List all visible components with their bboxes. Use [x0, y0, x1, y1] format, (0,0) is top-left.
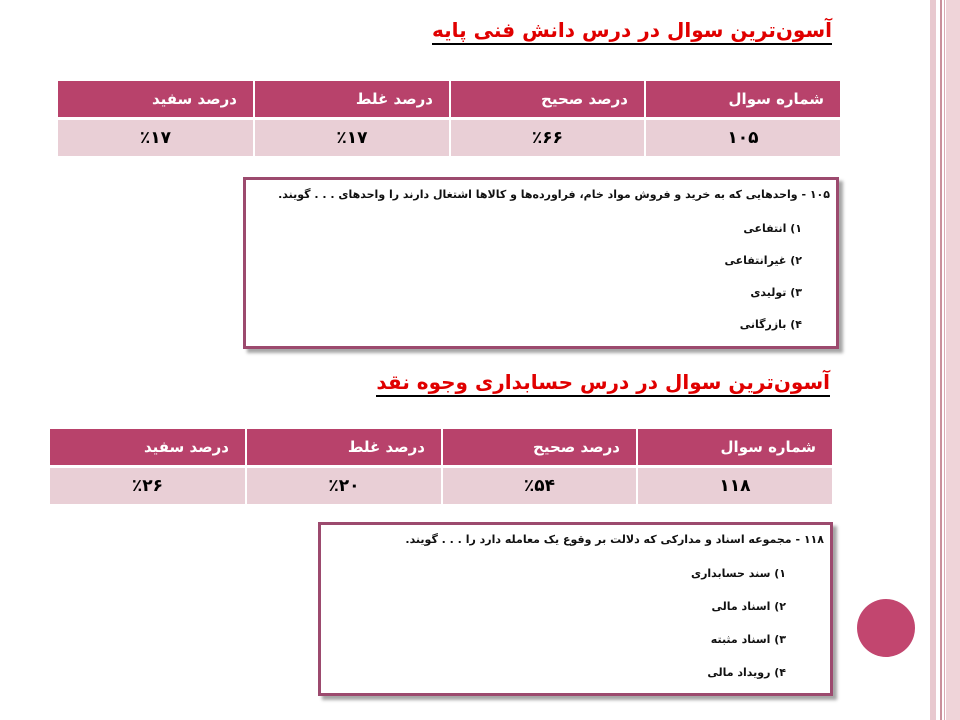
- option-4: ۴) رویداد مالی: [707, 666, 786, 679]
- right-stripe-thin: [944, 0, 945, 720]
- section1-stats-table: [58, 81, 840, 156]
- option-1: ۱) سند حسابداری: [691, 567, 786, 580]
- section2-stats-table: [50, 429, 832, 504]
- option-1: ۱) انتفاعی: [743, 222, 802, 235]
- decorative-circle: [857, 599, 915, 657]
- question-text: ۱۱۸ - مجموعه اسناد و مدارکی که دلالت بر وقوع یک معامله دارد را . . . گویند.: [405, 533, 824, 546]
- option-2: ۲) غیرانتفاعی: [724, 254, 802, 267]
- header-correct-percent: درصد صحیح: [450, 81, 645, 119]
- header-wrong-percent: درصد غلط: [246, 429, 442, 467]
- cell-blank-percent: ٪۲۶: [50, 467, 246, 505]
- header-blank-percent: درصد سفید: [58, 81, 254, 119]
- table-row: [50, 467, 832, 505]
- option-3: ۳) اسناد مثبته: [710, 633, 786, 646]
- section2-title-text: آسون‌ترین سوال در درس حسابداری وجوه نقد: [376, 370, 830, 397]
- header-question-number: شماره سوال: [645, 81, 840, 119]
- right-stripe-line: [940, 0, 942, 720]
- header-correct-percent: درصد صحیح: [442, 429, 637, 467]
- option-2: ۲) اسناد مالی: [711, 600, 786, 613]
- section2-question-box: [318, 522, 833, 696]
- cell-wrong-percent: ٪۱۷: [254, 119, 450, 157]
- cell-blank-percent: ٪۱۷: [58, 119, 254, 157]
- question-text: ۱۰۵ - واحدهایی که به خرید و فروش مواد خام، فراورده‌ها و کالاها اشتغال دارند را واحدهای . . . گویند.: [278, 188, 830, 201]
- table-row: [58, 119, 840, 157]
- section2-title: [376, 370, 830, 394]
- header-wrong-percent: درصد غلط: [254, 81, 450, 119]
- option-3: ۳) تولیدی: [750, 286, 802, 299]
- header-blank-percent: درصد سفید: [50, 429, 246, 467]
- header-question-number: شماره سوال: [637, 429, 832, 467]
- section1-question-box: [243, 177, 839, 349]
- cell-wrong-percent: ٪۲۰: [246, 467, 442, 505]
- cell-correct-percent: ٪۵۴: [442, 467, 637, 505]
- cell-question-number: ۱۰۵: [645, 119, 840, 157]
- cell-question-number: ۱۱۸: [637, 467, 832, 505]
- table-header-row: [50, 429, 832, 467]
- right-stripe: [930, 0, 936, 720]
- section1-title: [432, 18, 832, 42]
- option-4: ۴) بازرگانی: [739, 318, 802, 331]
- cell-correct-percent: ٪۶۶: [450, 119, 645, 157]
- right-stripe-wide: [946, 0, 960, 720]
- section1-title-text: آسون‌ترین سوال در درس دانش فنی پایه: [432, 18, 832, 45]
- table-header-row: [58, 81, 840, 119]
